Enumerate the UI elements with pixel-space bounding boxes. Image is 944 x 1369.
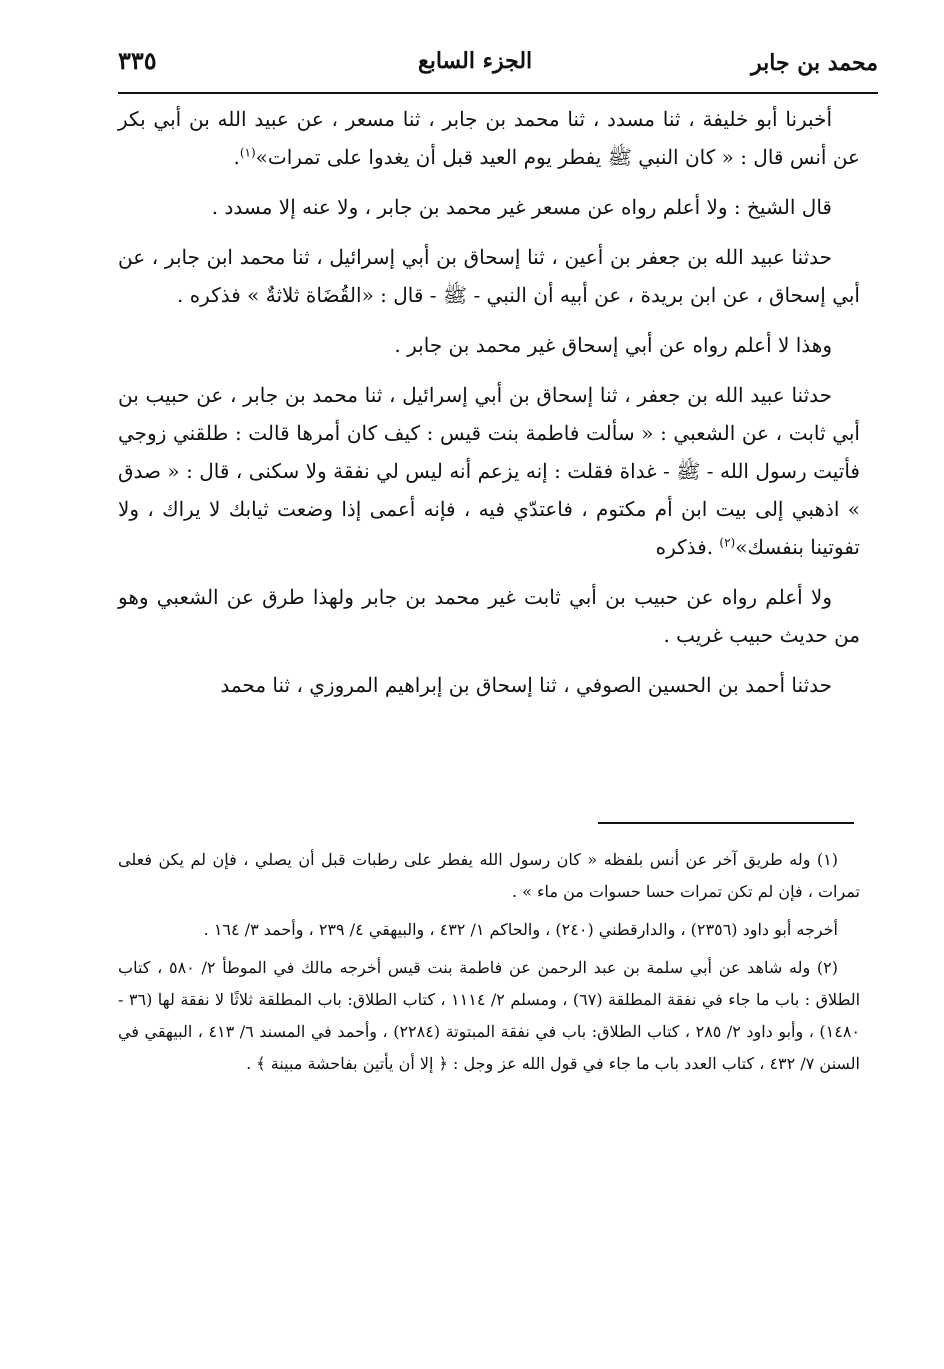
header-divider xyxy=(118,92,878,94)
paragraph xyxy=(118,376,860,566)
running-head-volume: الجزء السابع xyxy=(418,48,533,74)
paragraph-end: .فذكره xyxy=(655,535,720,559)
footnote-divider xyxy=(598,822,854,824)
paragraph: حدثنا أحمد بن الحسين الصوفي ، ثنا إسحاق بن إبراهيم المروزي ، ثنا محمد xyxy=(220,673,832,697)
footnote-marker: (٢) xyxy=(719,535,736,550)
paragraph: ولا أعلم رواه عن حبيب بن أبي ثابت غير محمد بن جابر ولهذا طرق عن الشعبي وهو من حديث حبيب غريب . xyxy=(118,585,860,647)
running-head-author: محمد بن جابر xyxy=(750,50,878,76)
footnote-marker: (١) xyxy=(239,145,256,160)
footnote: (١) وله طريق آخر عن أنس بلفظه « كان رسول الله يفطر على رطبات قبل أن يصلي ، فإن لم يكن فعلى تمرات ، فإن لم تكن تمرات حسا حسوات من ماء » . xyxy=(118,850,860,901)
paragraph-text: أخبرنا أبو خليفة ، ثنا مسدد ، ثنا محمد بن جابر ، ثنا مسعر ، عن عبيد الله بن أبي بكر عن أنس قال : « كان النبي ﷺ يفطر يوم العيد قبل أن يغدوا على تمرات» xyxy=(118,107,860,169)
paragraph-text: حدثنا عبيد الله بن جعفر ، ثنا إسحاق بن أبي إسرائيل ، ثنا محمد بن جابر ، عن حبيب بن أبي ثابت ، عن الشعبي : « سألت فاطمة بنت قيس : كيف كان أمرها قالت : طلقني زوجي فأتيت رسول الله - ﷺ - غداة فقلت : إنه يزعم أنه ليس لي نفقة ولا سكنى ، قال : « صدق » اذهبي إلى بيت ابن أم مكتوم ، فاعتدّي فيه ، فإنه أعمى إذا وضعت ثيابك لا يراك ، ولا تفوتينا بنفسك» xyxy=(118,383,860,559)
page-number: ٣٣٥ xyxy=(118,46,157,75)
footnote: (٢) وله شاهد عن أبي سلمة بن عبد الرحمن عن فاطمة بنت قيس أخرجه مالك في الموطأ ٢/ ٥٨٠ ، كتاب الطلاق : باب ما جاء في نفقة المطلقة (٦٧) ، ومسلم ٢/ ١١١٤ ، كتاب الطلاق: باب المطلقة ثلاثًا لا نفقة لها (٣٦ - ١٤٨٠) ، وأبو داود ٢/ ٢٨٥ ، كتاب الطلاق: باب في نفقة المبتوتة (٢٢٨٤) ، وأحمد في المسند ٦/ ٤١٣ ، البيهقي في السنن ٧/ ٤٣٢ ، كتاب العدد باب ما جاء في قول الله عز وجل : ﴿ إلا أن يأتين بفاحشة مبينة ﴾ . xyxy=(118,958,861,1073)
paragraph: حدثنا عبيد الله بن جعفر بن أعين ، ثنا إسحاق بن أبي إسرائيل ، ثنا محمد ابن جابر ، عن أبي إسحاق ، عن ابن بريدة ، عن أبيه أن النبي - ﷺ - قال : «القُضَاة ثلاثةٌ » فذكره . xyxy=(118,245,860,307)
main-text xyxy=(118,100,860,716)
footnotes xyxy=(118,844,860,1086)
paragraph xyxy=(118,100,860,176)
footnote: أخرجه أبو داود (٢٣٥٦) ، والدارقطني (٢٤٠) ، والحاكم ١/ ٤٣٢ ، والبيهقي ٤/ ٢٣٩ ، وأحمد ٣/ ١٦٤ . xyxy=(203,920,838,939)
paragraph: وهذا لا أعلم رواه عن أبي إسحاق غير محمد بن جابر . xyxy=(394,333,832,357)
paragraph: قال الشيخ : ولا أعلم رواه عن مسعر غير محمد بن جابر ، ولا عنه إلا مسدد . xyxy=(211,195,832,219)
page-header xyxy=(118,40,878,92)
paragraph-end: . xyxy=(233,145,240,169)
